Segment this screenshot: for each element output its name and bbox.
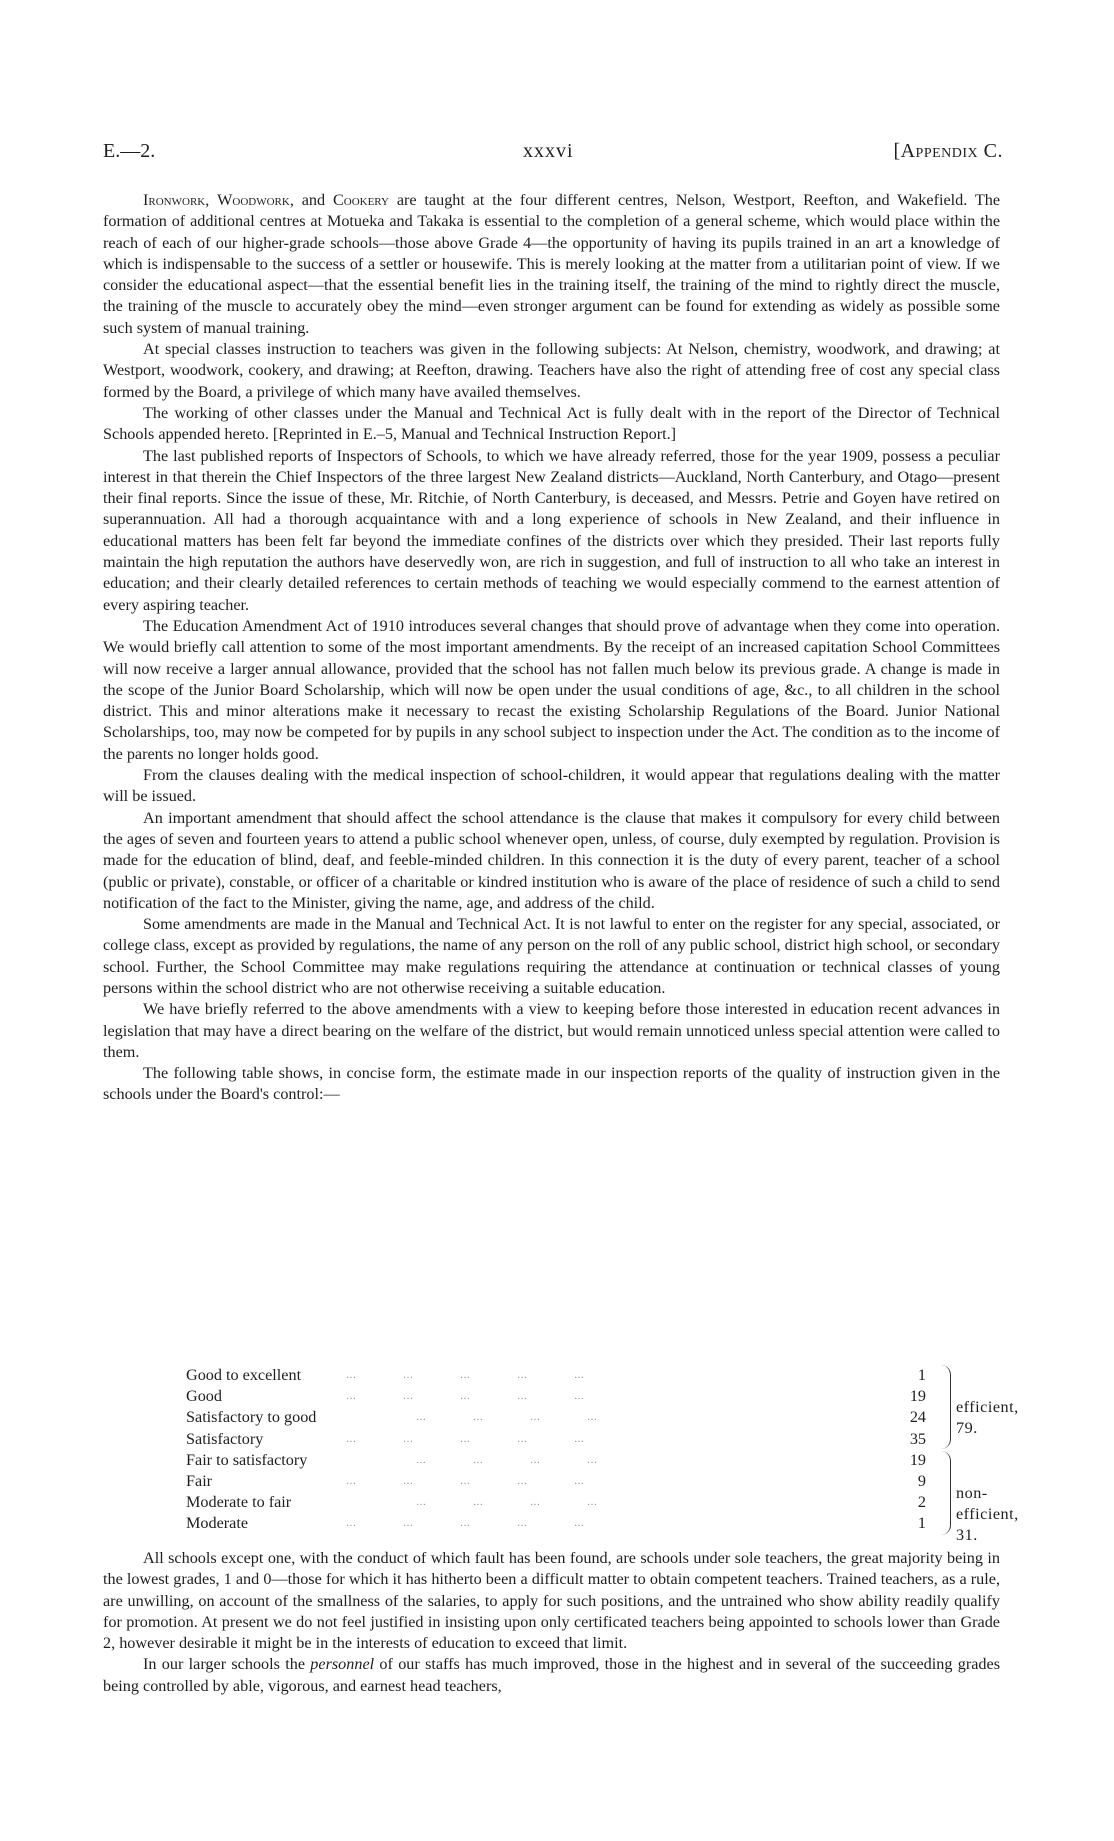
leader-dots: … … … … xyxy=(416,1497,599,1509)
table-row xyxy=(186,1471,946,1492)
lead-term-woodwork: Woodwork xyxy=(217,191,290,209)
paragraph-text: of our staffs has much improved, those in the highest and in several of the succeeding grades being controlled by able, vigorous, and earnest head teachers, xyxy=(103,1655,1000,1695)
group-label-non-efficient: non-efficient, 31. xyxy=(956,1484,1019,1545)
body-text-lower xyxy=(103,1548,1000,1697)
lead-term-cookery: Cookery xyxy=(332,191,389,209)
leader-dots: … … … … … xyxy=(346,1370,586,1381)
table-row-count: 1 xyxy=(917,1514,926,1533)
italic-term-personnel: personnel xyxy=(310,1655,375,1674)
table-row-label: Moderate to fair xyxy=(186,1493,292,1512)
table-row-label: Good xyxy=(186,1387,222,1406)
table-row xyxy=(186,1492,946,1513)
leader-dots: … … … … xyxy=(416,1412,599,1424)
table-row-label: Good to excellent xyxy=(186,1366,302,1384)
header-document-code: E.—2. xyxy=(103,140,156,162)
quality-of-instruction-table xyxy=(186,1365,1019,1545)
paragraph-text: In our larger schools the xyxy=(143,1655,311,1674)
leader-dots: … … … … … xyxy=(346,1518,586,1530)
separator: , and xyxy=(289,191,333,209)
lead-term-ironwork: Ironwork xyxy=(143,191,206,209)
brace-non-efficient xyxy=(936,1451,951,1535)
table-row-label: Moderate xyxy=(186,1514,249,1533)
paragraph-school-attendance: An important amendment that should affect the school attendance is the clause that makes it compulsory for every child between the ages of seven and fourteen years to attend a public school whenever open, unless, of course, duly exempted by regulation. Provision is made for the education of blind, deaf, and feeble-minded children. In this connection it is the duty of every parent, teacher of a school (public or private), constable, or officer of a charitable or kindred institution who is aware of the place of residence of such a child to send notification of the fact to the Minister, giving the name, age, and address of the child. xyxy=(103,808,1000,912)
table-row-count: 24 xyxy=(909,1408,926,1427)
table-row-label: Fair xyxy=(186,1471,213,1490)
body-text-upper xyxy=(103,190,1000,1106)
paragraph-amendments-summary: We have briefly referred to the above amendments with a view to keeping before those interested in education recent advances in legislation that may have a direct bearing on the welfare of the district, but would remain unnoticed unless special attention were called to them. xyxy=(103,1000,1000,1061)
table-row-count: 1 xyxy=(917,1366,926,1384)
paragraph-table-intro: The following table shows, in concise form, the estimate made in our inspection reports of the quality of instruction given in the schools under the Board's control:— xyxy=(103,1064,1000,1104)
table-row xyxy=(186,1386,946,1407)
paragraph-sole-teachers: All schools except one, with the conduct of which fault has been found, are schools under sole teachers, the great majority being in the lowest grades, 1 and 0—those for which it has hitherto been a difficult matter to obtain competent teachers. Trained teachers, as a rule, are unwilling, on account of the smallness of the salaries, to apply for such positions, and the untrained who show ability readily qualify for promotion. At present we do not feel justified in insisting upon only certificated teachers being appointed to schools lower than Grade 2, however desirable it might be in the interests of education to exceed that limit. xyxy=(103,1549,1000,1653)
leader-dots: … … … … … xyxy=(346,1391,586,1403)
table-row xyxy=(186,1407,946,1428)
table-row xyxy=(186,1365,946,1386)
paragraph-amendment-act: The Education Amendment Act of 1910 introduces several changes that should prove of advantage when they come into operation. We would briefly call attention to some of the most important amendments. By the receipt of an increased capitation School Committees will now receive a larger annual allowance, provided that the school has not fallen much below its previous grade. A change is made in the scope of the Junior Board Scholarship, which will now be open under the usual conditions of age, &c., to all children in the school district. This and minor alterations make it necessary to recast the existing Scholarship Regulations of the Board. Junior National Scholarships, too, may now be competed for by pupils in any school subject to inspection under the Act. The condition as to the income of the parents no longer holds good. xyxy=(103,616,1000,763)
paragraph-medical-inspection: From the clauses dealing with the medical inspection of school-children, it would appear that regulations dealing with the matter will be issued. xyxy=(103,766,1000,806)
brace-efficient xyxy=(936,1365,951,1449)
table-row-count: 2 xyxy=(917,1493,926,1512)
paragraph-technical-classes: The working of other classes under the Manual and Technical Act is fully dealt with in the report of the Director of Technical Schools appended hereto. [Reprinted in E.–5, Manual and Technical Instruction Report.] xyxy=(103,403,1000,444)
table-row-label: Fair to satisfactory xyxy=(186,1450,308,1469)
group-label-efficient: efficient, 79. xyxy=(956,1398,1019,1438)
separator: , xyxy=(205,191,218,209)
table-row-label: Satisfactory to good xyxy=(186,1408,317,1427)
paragraph-manual-training xyxy=(103,190,1000,339)
header-page-number: xxxvi xyxy=(523,140,574,162)
paragraph-manual-technical-act: Some amendments are made in the Manual and Technical Act. It is not lawful to enter on the register for any special, associated, or college class, except as provided by regulations, the name of any person on the roll of any public school, district high school, or secondary school. Further, the School Committee may make regulations requiring the attendance at continuation or technical classes of young persons within the school district who are not otherwise receiving a suitable education. xyxy=(103,915,1000,997)
header-appendix-label: [Appendix C. xyxy=(893,140,1003,162)
table-row xyxy=(186,1450,946,1471)
table-row xyxy=(186,1429,946,1450)
leader-dots: … … … … xyxy=(416,1454,599,1466)
table-row-count: 19 xyxy=(909,1387,926,1406)
leader-dots: … … … … … xyxy=(346,1475,586,1487)
table-row-label: Satisfactory xyxy=(186,1429,264,1448)
table-row-count: 19 xyxy=(909,1450,926,1469)
table-row-count: 9 xyxy=(917,1471,926,1490)
paragraph-text: are taught at the four different centres, Nelson, Westport, Reefton, and Wakefield. The formation of additional centres at Motueka and Takaka is essential to the completion of a general scheme, which would place within the reach of each of our higher-grade schools—those above Grade 4—the opportunity of having its pupils trained in an art a knowledge of which is indispensable to the success of a settler or housewife. This is merely looking at the matter from a utilitarian point of view. If we consider the educational aspect—that the essential benefit lies in the training itself, the training of the mind to rightly direct the muscle, the training of the muscle to accurately obey the mind—even stronger argument can be found for extending as widely as possible some such system of manual training. xyxy=(103,191,1000,337)
page-header xyxy=(103,140,1003,170)
table-row xyxy=(186,1513,946,1534)
paragraph-personnel xyxy=(103,1654,1000,1697)
paragraph-inspectors-reports: The last published reports of Inspectors of Schools, to which we have already referred, those for the year 1909, possess a peculiar interest in that therein the Chief Inspectors of the three largest New Zealand districts—Auckland, North Canterbury, and Otago—present their final reports. Since the issue of these, Mr. Ritchie, of North Canterbury, is deceased, and Messrs. Petrie and Goyen have retired on superannuation. All had a thorough acquaintance with and a long experience of schools in New Zealand, and their influence in educational matters has been felt far beyond the immediate confines of the districts over which they presided. Their last reports fully maintain the high reputation the authors have deservedly won, are rich in suggestion, and full of instruction to all who take an interest in education; and their clearly detailed references to certain methods of teaching we would especially commend to the earnest attention of every aspiring teacher. xyxy=(103,446,1000,614)
table-row-count: 35 xyxy=(909,1429,926,1448)
leader-dots: … … … … … xyxy=(346,1433,586,1445)
paragraph-special-classes: At special classes instruction to teachers was given in the following subjects: At Nelson, chemistry, woodwork, and drawing; at Westport, woodwork, cookery, and drawing; at Reefton, drawing. Teachers have also the right of attending free of cost any special class formed by the Board, a privilege of which many have availed themselves. xyxy=(103,340,1000,401)
